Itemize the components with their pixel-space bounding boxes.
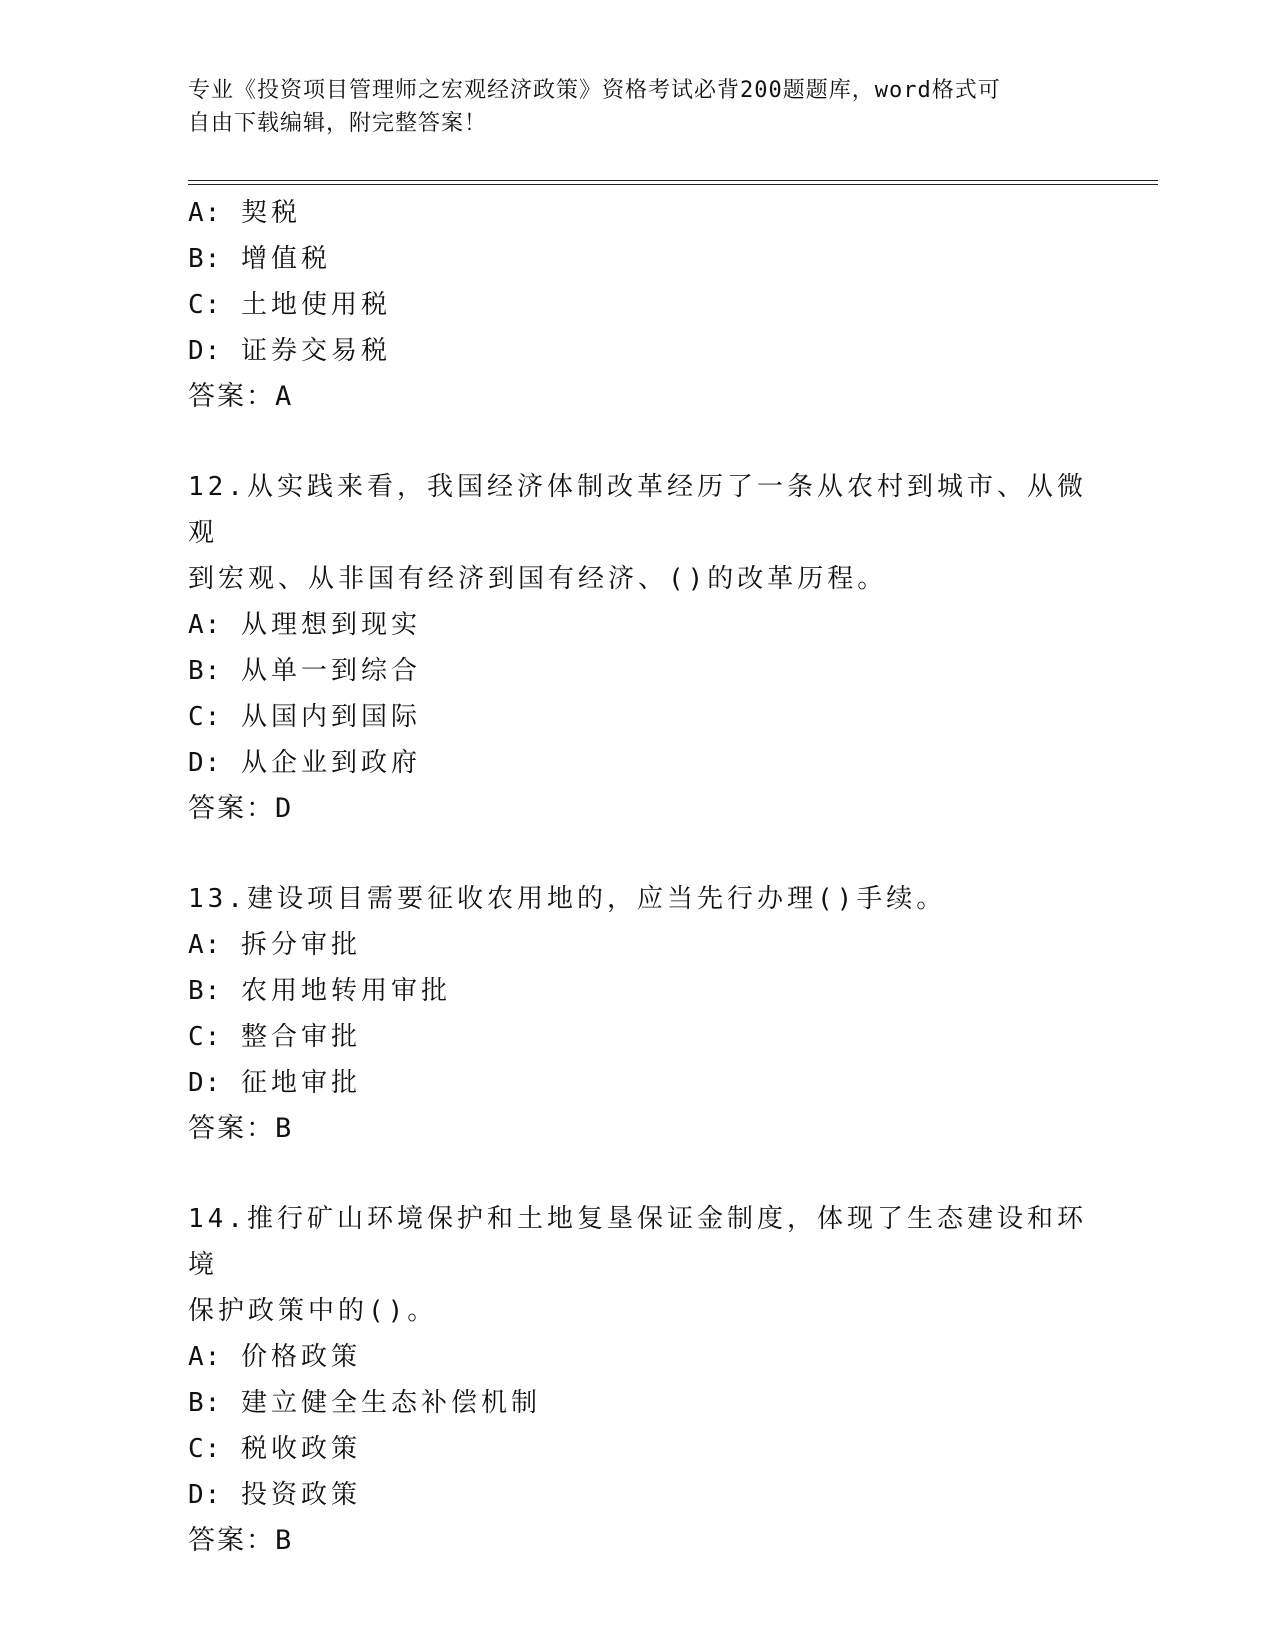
question-text: 12.从实践来看，我国经济体制改革经历了一条从农村到城市、从微观 到宏观、从非国有经济到国有经济、()的改革历程。: [188, 472, 1087, 594]
question-text: 14.推行矿山环境保护和土地复垦保证金制度，体现了生态建设和环境 保护政策中的()。: [188, 1204, 1087, 1326]
option-c: C: 从国内到国际: [188, 702, 421, 732]
option-c: C: 税收政策: [188, 1434, 361, 1464]
question-11: [188, 190, 1088, 420]
answer-line: 答案：B: [188, 1525, 294, 1556]
option-a: A: 价格政策: [188, 1342, 361, 1372]
option-b: B: 农用地转用审批: [188, 976, 451, 1006]
option-c: C: 土地使用税: [188, 290, 391, 320]
option-b: B: 建立健全生态补偿机制: [188, 1388, 541, 1418]
option-a: A: 从理想到现实: [188, 610, 421, 640]
question-12: [188, 464, 1088, 832]
option-a: A: 契税: [188, 198, 301, 228]
option-b: B: 从单一到综合: [188, 656, 421, 686]
document-header: [188, 74, 1068, 140]
option-d: D: 征地审批: [188, 1068, 361, 1098]
option-c: C: 整合审批: [188, 1022, 361, 1052]
header-divider: [188, 180, 1158, 185]
answer-line: 答案：B: [188, 1113, 294, 1144]
question-text: 13.建设项目需要征收农用地的，应当先行办理()手续。: [188, 884, 947, 914]
header-line-2: 自由下载编辑，附完整答案！: [188, 111, 488, 136]
option-d: D: 证券交易税: [188, 336, 391, 366]
answer-line: 答案：A: [188, 381, 294, 412]
option-d: D: 从企业到政府: [188, 748, 421, 778]
option-a: A: 拆分审批: [188, 930, 361, 960]
question-list: [188, 190, 1088, 1564]
option-d: D: 投资政策: [188, 1480, 361, 1510]
header-line-1: 专业《投资项目管理师之宏观经济政策》资格考试必背200题题库，word格式可: [188, 78, 1001, 103]
question-14: [188, 1196, 1088, 1564]
question-13: [188, 876, 1088, 1152]
option-b: B: 增值税: [188, 244, 331, 274]
answer-line: 答案：D: [188, 793, 294, 824]
